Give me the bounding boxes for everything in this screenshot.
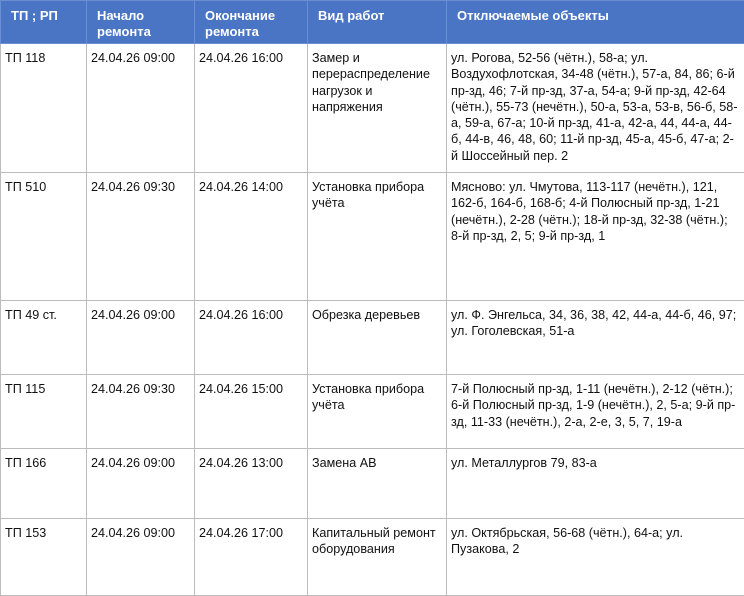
cell-tp: ТП 115 xyxy=(1,375,87,449)
cell-work: Установка прибора учёта xyxy=(308,375,447,449)
cell-objects: ул. Ф. Энгельса, 34, 36, 38, 42, 44-а, 44-б, 46, 97; ул. Гоголевская, 51-а xyxy=(447,301,744,375)
header-tp: ТП ; РП xyxy=(1,1,87,44)
cell-start: 24.04.26 09:00 xyxy=(87,449,195,519)
cell-end: 24.04.26 13:00 xyxy=(195,449,308,519)
cell-work: Установка прибора учёта xyxy=(308,173,447,301)
cell-objects: 7-й Полюсный пр-зд, 1-11 (нечётн.), 2-12 (чётн.); 6-й Полюсный пр-зд, 1-9 (нечётн.), 2, 5-а; 9-й пр-зд, 11-33 (нечётн.), 2-а, 2-е, 3, 5, 7, 19-а xyxy=(447,375,744,449)
cell-tp: ТП 510 xyxy=(1,173,87,301)
cell-start: 24.04.26 09:30 xyxy=(87,173,195,301)
header-work-type: Вид работ xyxy=(308,1,447,44)
cell-end: 24.04.26 15:00 xyxy=(195,375,308,449)
table-row xyxy=(1,301,744,375)
cell-start: 24.04.26 09:00 xyxy=(87,519,195,596)
cell-tp: ТП 166 xyxy=(1,449,87,519)
table-row xyxy=(1,375,744,449)
cell-objects: ул. Рогова, 52-56 (чётн.), 58-а; ул. Воздухофлотская, 34-48 (чётн.), 57-а, 84, 86; 6-й пр-зд, 46; 7-й пр-зд, 37-а, 54-а; 9-й пр-зд, 42-64 (чётн.), 55-73 (нечётн.), 50-а, 53-а, 53-в, 56-б, 58-а, 59-а, 67-а; 10-й пр-зд, 41-а, 42-а, 44, 44-а, 44-б, 44-в, 46, 48, 60; 11-й пр-зд, 45-а, 45-б, 47-а; 2-й Шоссейный пер. 2 xyxy=(447,44,744,173)
cell-end: 24.04.26 17:00 xyxy=(195,519,308,596)
table-row xyxy=(1,173,744,301)
header-objects: Отключаемые объекты xyxy=(447,1,744,44)
cell-tp: ТП 49 ст. xyxy=(1,301,87,375)
cell-work: Замер и перераспределение нагрузок и напряжения xyxy=(308,44,447,173)
cell-tp: ТП 153 xyxy=(1,519,87,596)
table-row xyxy=(1,519,744,596)
table-header-row xyxy=(1,1,744,44)
table-row xyxy=(1,44,744,173)
cell-tp: ТП 118 xyxy=(1,44,87,173)
cell-start: 24.04.26 09:00 xyxy=(87,44,195,173)
cell-end: 24.04.26 14:00 xyxy=(195,173,308,301)
cell-start: 24.04.26 09:30 xyxy=(87,375,195,449)
cell-work: Обрезка деревьев xyxy=(308,301,447,375)
cell-end: 24.04.26 16:00 xyxy=(195,301,308,375)
header-end: Окончание ремонта xyxy=(195,1,308,44)
cell-objects: Мясново: ул. Чмутова, 113-117 (нечётн.), 121, 162-б, 164-б, 168-б; 4-й Полюсный пр-зд, 1-21 (нечётн.), 2-28 (чётн.); 18-й пр-зд, 32-38 (чётн.); 8-й пр-зд, 2, 5; 9-й пр-зд, 1 xyxy=(447,173,744,301)
cell-objects: ул. Октябрьская, 56-68 (чётн.), 64-а; ул. Пузакова, 2 xyxy=(447,519,744,596)
cell-start: 24.04.26 09:00 xyxy=(87,301,195,375)
cell-work: Замена АВ xyxy=(308,449,447,519)
header-start: Начало ремонта xyxy=(87,1,195,44)
cell-work: Капитальный ремонт оборудования xyxy=(308,519,447,596)
cell-end: 24.04.26 16:00 xyxy=(195,44,308,173)
cell-objects: ул. Металлургов 79, 83-а xyxy=(447,449,744,519)
table-row xyxy=(1,449,744,519)
